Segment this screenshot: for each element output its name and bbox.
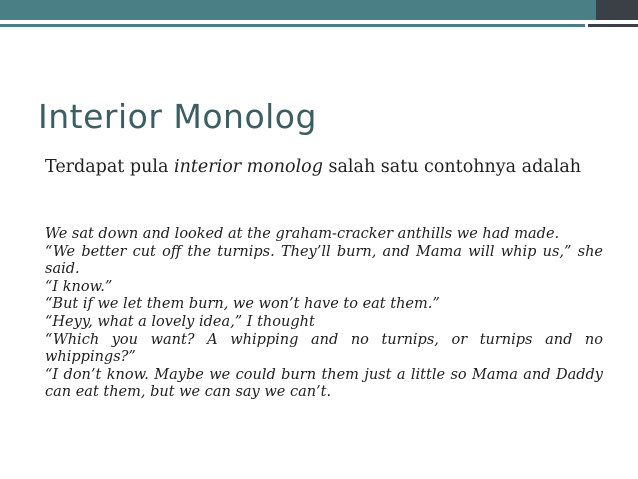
- intro-paragraph: [45, 156, 605, 179]
- excerpt-line: “Heyy, what a lovely idea,” I thought: [45, 313, 315, 330]
- excerpt-line: “We better cut off the turnips. They’ll burn, and Mama will whip us,” she said.: [45, 243, 603, 278]
- intro-text-after: salah satu contohnya adalah: [322, 157, 582, 177]
- top-decorative-bar: [0, 0, 638, 27]
- excerpt-line: We sat down and looked at the graham-cracker anthills we had made.: [45, 226, 560, 242]
- top-bar-dark-underline: [588, 24, 638, 27]
- slide-title: Interior Monolog: [38, 97, 317, 136]
- excerpt-line: “I don’t know. Maybe we could burn them just a little so Mama and Daddy can eat them, but we can say we can’t.: [45, 366, 603, 401]
- top-bar-teal-band: [0, 0, 638, 20]
- excerpt-line: “I know.”: [45, 278, 113, 295]
- excerpt-line: “But if we let them burn, we won’t have to eat them.”: [45, 296, 440, 313]
- intro-emphasis: interior monolog: [173, 157, 323, 177]
- excerpt-block: [45, 226, 603, 402]
- excerpt-line: “Which you want? A whipping and no turnips, or turnips and no whippings?”: [45, 331, 603, 366]
- intro-text-before: Terdapat pula: [45, 157, 174, 177]
- top-bar-teal-underline: [0, 24, 585, 27]
- top-bar-dark-corner: [596, 0, 638, 20]
